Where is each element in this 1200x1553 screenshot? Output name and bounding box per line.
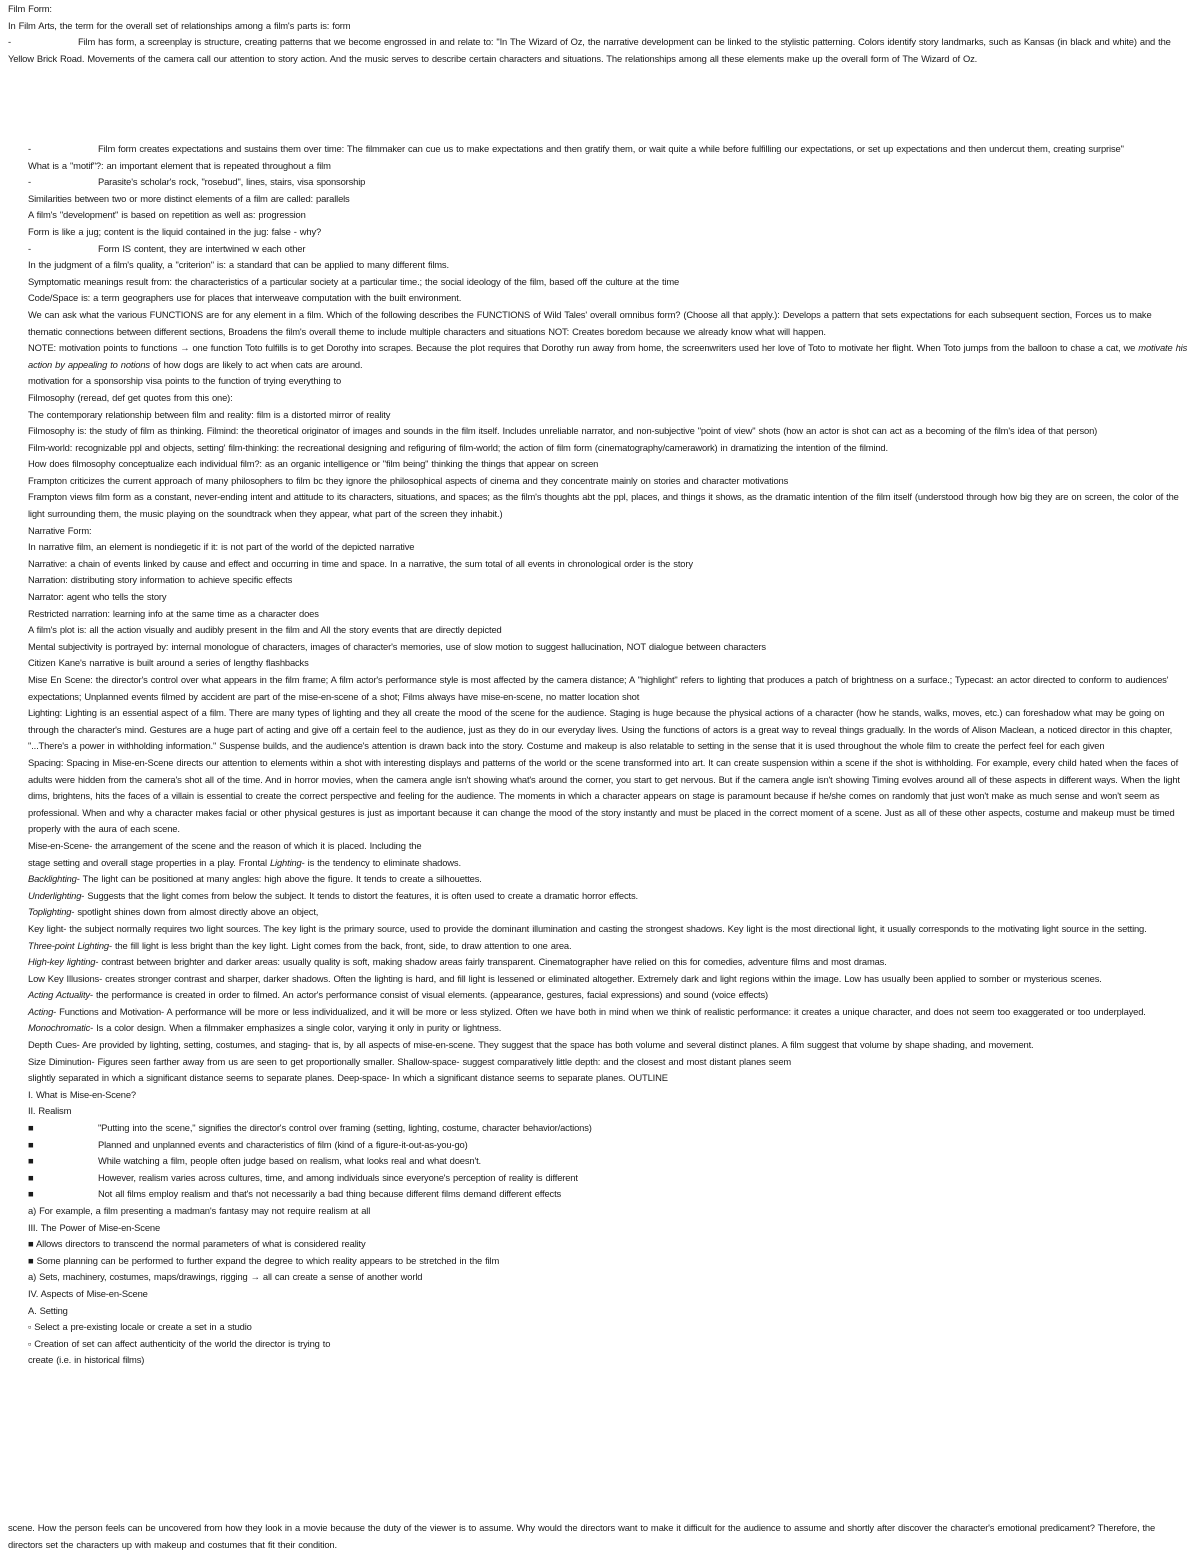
- note-line: [28, 938, 1188, 955]
- note-line: [28, 1087, 1188, 1104]
- note-text: Code/Space is: a term geographers use for places that interweave computation with the built environment.: [28, 292, 462, 304]
- note-text: - the fill light is less bright than the key light. Light comes from the back, front, side, to draw attention to one area.: [109, 939, 572, 951]
- note-line: [28, 489, 1188, 522]
- italic-term: Acting Actuality: [28, 989, 90, 1001]
- note-text: While watching a film, people often judge based on realism, what looks real and what doesn't.: [98, 1155, 482, 1167]
- dash-marker: -: [8, 36, 11, 48]
- note-text: Frampton criticizes the current approach of many philosophers to film bc they ignore the philosophical aspects of cinema and they concentrate mainly on stories and character motivations: [28, 474, 789, 486]
- note-line: [28, 1220, 1188, 1237]
- note-text: ■ Allows directors to transcend the normal parameters of what is considered reality: [28, 1238, 366, 1250]
- note-text: III. The Power of Mise-en-Scene: [28, 1221, 161, 1233]
- note-text: However, realism varies across cultures, time, and among individuals since everyone's perception of reality is different: [98, 1171, 578, 1183]
- note-text: II. Realism: [28, 1105, 72, 1117]
- italic-text: Lighting: [269, 856, 302, 868]
- note-line: [28, 871, 1188, 888]
- note-text: Frampton views film form as a constant, never-ending intent and attitude to its characters, situations, and spaces; as the film's thoughts abt the ppl, places, and things it shows, as the dramatic intention of the film itself (understood through how big they are on screen, the color of the light surrounding them, the music playing on the soundtrack when they appear, what part of the screen they inhabit.): [28, 491, 1179, 520]
- note-line: [28, 1153, 1188, 1170]
- note-text: Similarities between two or more distinct elements of a film are called: parallels: [28, 192, 350, 204]
- note-line: [28, 373, 1188, 390]
- note-text: We can ask what the various FUNCTIONS are for any element in a film. Which of the following describes the FUNCTIONS of Wild Tales' overall omnibus form? (Choose all that apply.): Develops a pattern that sets expectations for each subsequent section, Forces us to make thematic connections between different sections, Broadens the film's overall theme to include multiple characters and situations NOT: Creates boredom because we already know what will happen.: [28, 308, 1152, 337]
- top-section: [8, 1, 1188, 67]
- note-line: [28, 1352, 1188, 1369]
- note-line: [28, 523, 1188, 540]
- note-line: [28, 1319, 1188, 1336]
- note-line: [28, 207, 1188, 224]
- note-text: Low Key Illusions- creates stronger contrast and sharper, darker shadows. Often the lighting is hard, and fill light is lessened or eliminated altogether. Extremely dark and light regions within the image. Low has usually been applied to somber or mysterious scenes.: [28, 972, 1102, 984]
- note-text: A. Setting: [28, 1304, 68, 1316]
- dash-marker: -: [28, 242, 31, 254]
- note-text: Symptomatic meanings result from: the characteristics of a particular society at a particular time.; the social ideology of the film, based off the culture at the time: [28, 275, 680, 287]
- note-line: [28, 290, 1188, 307]
- note-text: Mise En Scene: the director's control over what appears in the film frame; A film actor's performance style is most affected by the camera distance; A "highlight" refers to lighting that produces a patch of brightness on a surface.; Typecast: an actor directed to conform to audiences' expectations; Unplanned events filmed by accident are part of the mise-en-scene of a shot; Films always have mise-en-scene, no matter location shot: [28, 674, 1169, 702]
- dash-paragraph: [8, 34, 1188, 67]
- note-line: [28, 141, 1188, 158]
- note-text: A film's "development" is based on repetition as well as: progression: [28, 209, 306, 221]
- note-text-tail: of how dogs are likely to act when cats are around.: [149, 358, 363, 370]
- note-text: Lighting: Lighting is an essential aspect of a film. There are many types of lighting and they all create the mood of the scene for the audience. Staging is huge because the physical actions of a character (how he stands, walks, moves, etc.) can foreshadow what may be going on through the character's mind. Gestures are a huge part of acting and give off a certain feel to the audience, just as they do in our everyday lives. Using the functions of actors is a great way to reveal things gradually. In the words of Alison Maclean, a noticed director in this chapter, "...There's a power in withholding information." Suspense builds, and the audience's attention is drawn back into the story. Costume and makeup is also relatable to setting in the sense that it is used throughout the whole film to create the perfect feel for each given: [28, 707, 1173, 752]
- note-text: stage setting and overall stage properties in a play. Frontal: [28, 856, 270, 868]
- note-line: [28, 572, 1188, 589]
- note-text: Filmosophy is: the study of film as thinking. Filmind: the theoretical originator of images and sounds in the film itself. Includes unreliable narrator, and non-subjective "point of view" shots (how an actor is shot can act as a becoming of the film's idea of that person): [28, 425, 1098, 437]
- note-line: [28, 589, 1188, 606]
- note-line: [28, 838, 1188, 855]
- note-text: Film form creates expectations and sustains them over time: The filmmaker can cue us to make expectations and then gratify them, or wait quite a while before fulfilling our expectations, or set up expectations and then undercut them, creating surprise": [98, 143, 1124, 154]
- note-line: [28, 888, 1188, 905]
- note-text: Narrative: a chain of events linked by cause and effect and occurring in time and space. In a narrative, the sum total of all events in chronological order is the story: [28, 557, 693, 569]
- note-text-tail: - is the tendency to eliminate shadows.: [301, 856, 461, 868]
- note-text: - spotlight shines down from almost directly above an object,: [71, 906, 319, 918]
- note-line: [28, 1336, 1188, 1353]
- dash-marker: -: [28, 143, 31, 154]
- note-text: - The light can be positioned at many angles: high above the figure. It tends to create a silhouettes.: [76, 873, 482, 885]
- note-line: [28, 639, 1188, 656]
- note-text: ▫ Select a pre-existing locale or create a set in a studio: [28, 1321, 252, 1333]
- note-text: a) For example, a film presenting a madman's fantasy may not require realism at all: [28, 1205, 371, 1216]
- note-line: [28, 307, 1188, 340]
- bullet-marker: ■: [28, 1138, 34, 1150]
- note-text: How does filmosophy conceptualize each individual film?: as an organic intelligence or "film being" thinking the things that appear on screen: [28, 458, 599, 470]
- note-text: Film-world: recognizable ppl and objects, setting' film-thinking: the recreational designing and refiguring of film-world; the action of film form (cinematography/camerawork) in dramatizing the intention of the filmind.: [28, 441, 888, 453]
- bullet-marker: ■: [28, 1155, 34, 1167]
- note-line: [28, 1253, 1188, 1270]
- italic-term: Acting: [28, 1005, 54, 1017]
- note-line: [28, 1054, 1188, 1071]
- note-line: [28, 473, 1188, 490]
- note-line: [28, 241, 1188, 258]
- note-text: Citizen Kane's narrative is built around a series of lengthy flashbacks: [28, 657, 309, 669]
- note-text: Key light- the subject normally requires two light sources. The key light is the primary source, used to provide the dominant illumination and casting the strongest shadows. Key light is the most directional light, it usually corresponds to the motivating light source in the setting.: [28, 922, 1147, 934]
- note-text: I. What is Mise-en-Scene?: [28, 1088, 136, 1100]
- note-line: [28, 672, 1188, 705]
- note-text: Spacing: Spacing in Mise-en-Scene directs our attention to elements within a shot with interesting displays and patterns of the world or the scene transformed into art. It can create suspension within a scene if the shot is withholding. For example, every child hated when the faces of adults were hidden from the camera's shot all of the time. And in horror movies, when the camera angle isn't showing what's around the corner, you start to get nervous. But if the camera angle isn't showing Timing evolves around all of these aspects in different ways. When the light dims, brightens, hits the faces of a villain is essential to create the correct perspective and feeling for the audience. The moments in which a character appears on stage is paramount because if he/she comes on randomly that just won't make as much sense and won't seem as professional. When and why a character makes facial or other physical gestures is just as important because it can change the mood of the story instantly and must be placed in the correct moment of a scene. Just as all of these other aspects, costume and makeup must be timed properly with the aura of each scene.: [28, 756, 1180, 835]
- note-line: [28, 705, 1188, 755]
- note-text: motivation for a sponsorship visa points to the function of trying everything to: [28, 375, 342, 387]
- note-text: The contemporary relationship between film and reality: film is a distorted mirror of reality: [28, 408, 391, 420]
- note-line: [28, 987, 1188, 1004]
- note-text: a) Sets, machinery, costumes, maps/drawings, rigging → all can create a sense of another world: [28, 1271, 423, 1283]
- note-line: [28, 1269, 1188, 1286]
- note-text: In the judgment of a film's quality, a "criterion" is: a standard that can be applied to many different films.: [28, 259, 449, 271]
- note-line: [28, 1020, 1188, 1037]
- note-text: Mise-en-Scene- the arrangement of the scene and the reason of which it is placed. Including the: [28, 839, 422, 851]
- continuation-paragraph: scene. How the person feels can be uncovered from how they look in a movie because the duty of the viewer is to assume. Why would the directors want to make it difficult for the audience to assume and shortly after discover the character's emotional predicament? Therefore, the directors set the characters up with makeup and costumes that fit their condition.: [8, 1522, 1156, 1550]
- note-line: [28, 971, 1188, 988]
- dash-marker: -: [28, 176, 31, 188]
- note-line: [28, 655, 1188, 672]
- note-line: [28, 423, 1188, 440]
- bottom-continuation: [8, 1520, 1188, 1553]
- note-line: [28, 340, 1188, 373]
- note-text: Size Diminution- Figures seen farther away from us are seen to get proportionally smaller. Shallow-space- suggest comparatively little depth: and the closest and most distant planes seem: [28, 1055, 792, 1067]
- note-text: - the performance is created in order to filmed. An actor's performance consist of visual elements. (appearance, gestures, facial expressions) and sound (voice effects): [89, 989, 769, 1001]
- note-text: create (i.e. in historical films): [28, 1354, 145, 1366]
- note-line: [28, 954, 1188, 971]
- note-text: IV. Aspects of Mise-en-Scene: [28, 1287, 148, 1299]
- note-line: [28, 191, 1188, 208]
- note-line: [28, 1286, 1188, 1303]
- note-line: [28, 556, 1188, 573]
- note-line: [28, 855, 1188, 872]
- note-line: [28, 1303, 1188, 1320]
- note-text: Narrator: agent who tells the story: [28, 591, 167, 603]
- note-line: [28, 224, 1188, 241]
- note-text: Form is like a jug; content is the liquid contained in the jug: false - why?: [28, 225, 322, 237]
- note-line: [28, 440, 1188, 457]
- note-text: What is a "motif"?: an important element that is repeated throughout a film: [28, 159, 331, 171]
- note-text: Narration: distributing story information to achieve specific effects: [28, 574, 293, 586]
- doc-heading: Film Form:: [8, 3, 52, 14]
- bullet-marker: ■: [28, 1122, 34, 1134]
- note-text: A film's plot is: all the action visually and audibly present in the film and All the story events that are directly depicted: [28, 624, 502, 636]
- note-line: [28, 1203, 1188, 1220]
- notes-body: [8, 141, 1188, 1369]
- note-text: Parasite's scholar's rock, "rosebud", lines, stairs, visa sponsorship: [98, 176, 366, 188]
- note-line: [28, 1037, 1188, 1054]
- note-text: slightly separated in which a significant distance seems to separate planes. Deep-space- In which a significant distance seems to separate planes. OUTLINE: [28, 1072, 668, 1084]
- note-text: Depth Cues- Are provided by lighting, setting, costumes, and staging- that is, by all aspects of mise-en-scene. They suggest that the space has both volume and several distinct planes. A film suggest that volume by shape shading, and movement.: [28, 1039, 1034, 1051]
- note-line: [28, 174, 1188, 191]
- bullet-marker: ■: [28, 1188, 34, 1200]
- note-line: [28, 606, 1188, 623]
- note-line: [28, 257, 1188, 274]
- note-text: Not all films employ realism and that's not necessarily a bad thing because different films demand different effects: [98, 1188, 562, 1200]
- note-text: - Functions and Motivation- A performance will be more or less individualized, and it will be more or less stylized. Often we have both in mind when we think of realistic performance: it creates a unique character, and does not seem too exaggerated or too underplayed.: [53, 1005, 1146, 1017]
- note-line: [28, 1070, 1188, 1087]
- note-line: [28, 1004, 1188, 1021]
- note-line: [28, 755, 1188, 838]
- note-line: [28, 407, 1188, 424]
- note-text: ▫ Creation of set can affect authenticity of the world the director is trying to: [28, 1337, 331, 1349]
- note-line: [28, 1137, 1188, 1154]
- note-line: [28, 904, 1188, 921]
- note-text: - Suggests that the light comes from below the subject. It tends to distort the features, it is often used to create a dramatic horror effects.: [81, 889, 638, 901]
- note-line: [28, 1236, 1188, 1253]
- note-line: [28, 622, 1188, 639]
- note-text: Planned and unplanned events and characteristics of film (kind of a figure-it-out-as-you-go): [98, 1138, 468, 1150]
- note-text: Restricted narration: learning info at the same time as a character does: [28, 607, 319, 619]
- note-text: Filmosophy (reread, def get quotes from this one):: [28, 391, 233, 403]
- note-text: - Is a color design. When a filmmaker emphasizes a single color, varying it only in purity or lightness.: [90, 1022, 502, 1034]
- note-line: [28, 1120, 1188, 1137]
- note-text: Narrative Form:: [28, 524, 92, 536]
- note-line: [28, 1103, 1188, 1120]
- note-text: Form IS content, they are intertwined w each other: [98, 242, 306, 254]
- dash-paragraph-text: Film has form, a screenplay is structure, creating patterns that we become engrossed in and relate to: "In The Wizard of Oz, the narrative development can be linked to the stylistic patterning. Colors identify story landmarks, such as Kansas (in black and white) and the Yellow Brick Road. Movements of the camera call our attention to story action. And the music serves to describe certain characters and situations. The relationships among all these elements make up the overall form of The Wizard of Oz.: [8, 36, 1171, 64]
- italic-term: Underlighting: [28, 889, 82, 901]
- note-line: [28, 539, 1188, 556]
- note-text: - contrast between brighter and darker areas: usually quality is soft, making shadow areas fairly transparent. Cinematographer have relied on this for comedies, adventure films and most dramas.: [95, 956, 887, 968]
- note-line: [28, 390, 1188, 407]
- note-line: [28, 1186, 1188, 1203]
- doc-line: In Film Arts, the term for the overall set of relationships among a film's parts is: form: [8, 19, 351, 31]
- note-text: In narrative film, an element is nondiegetic if it: is not part of the world of the depicted narrative: [28, 541, 415, 553]
- note-line: [28, 158, 1188, 175]
- note-text: "Putting into the scene," signifies the director's control over framing (setting, lighting, costume, character behavior/actions): [98, 1122, 592, 1134]
- note-line: [28, 274, 1188, 291]
- italic-term: Backlighting: [28, 873, 77, 885]
- note-line: [28, 1170, 1188, 1187]
- italic-term: High-key lighting: [28, 956, 96, 968]
- note-text: Mental subjectivity is portrayed by: internal monologue of characters, images of character's memories, use of slow motion to suggest hallucination, NOT dialogue between characters: [28, 640, 766, 652]
- note-line: [28, 456, 1188, 473]
- italic-term: Three-point Lighting: [28, 939, 109, 951]
- bullet-marker: ■: [28, 1171, 34, 1183]
- note-line: [28, 921, 1188, 938]
- note-text: NOTE: motivation points to functions → one function Toto fulfills is to get Dorothy into scrapes. Because the plot requires that Dorothy run away from home, the screenwriters used her love of Toto to motivate her flight. When Toto jumps from the balloon to chase a cat, we: [28, 342, 1139, 354]
- italic-term: Toplighting: [28, 906, 72, 918]
- italic-term: Monochromatic: [28, 1022, 91, 1034]
- note-text: ■ Some planning can be performed to further expand the degree to which reality appears to be stretched in the film: [28, 1254, 500, 1266]
- italic-text: motivate his action by appealing to notions: [28, 342, 1188, 370]
